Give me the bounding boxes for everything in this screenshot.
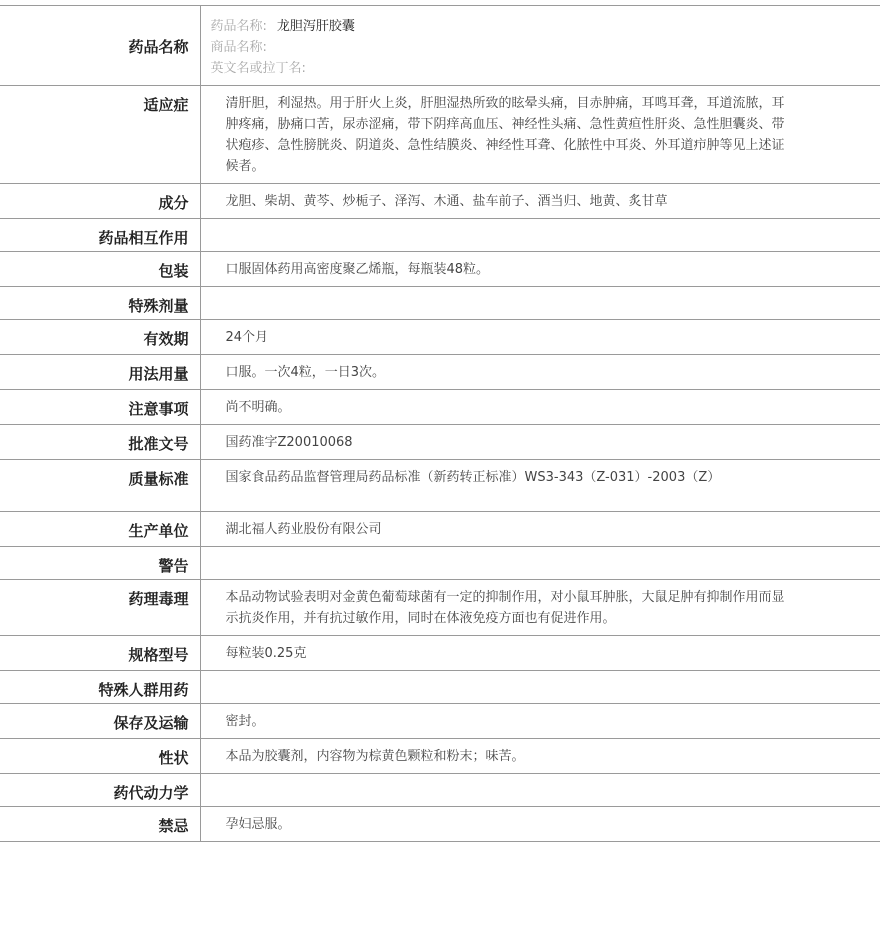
row-label: 生产单位 [0, 512, 200, 547]
row-pharmacokinetics [0, 774, 880, 807]
row-value [200, 219, 880, 252]
row-drug-name [0, 6, 880, 86]
trade-name-line [211, 37, 791, 58]
row-label: 批准文号 [0, 425, 200, 460]
row-value: 本品动物试验表明对金黄色葡萄球菌有一定的抑制作用，对小鼠耳肿胀，大鼠足肿有抑制作用而显示抗炎作用，并有抗过敏作用，同时在体液免疫方面也有促进作用。 [200, 580, 880, 636]
row-label: 特殊人群用药 [0, 671, 200, 704]
row-label: 药品相互作用 [0, 219, 200, 252]
row-specification [0, 636, 880, 671]
row-value: 口服固体药用高密度聚乙烯瓶，每瓶装48粒。 [200, 252, 880, 287]
row-value: 孕妇忌服。 [200, 807, 880, 842]
row-value: 清肝胆，利湿热。用于肝火上炎，肝胆湿热所致的眩晕头痛，目赤肿痛，耳鸣耳聋，耳道流脓，耳肿疼痛，胁痛口苦，尿赤涩痛，带下阴痒高血压、神经性头痛、急性黄疸性肝炎、急性胆囊炎、带状疱疹、急性膀胱炎、阴道炎、急性结膜炎、神经性耳聋、化脓性中耳炎、外耳道疖肿等见上述证候者。 [200, 86, 880, 184]
row-shelf-life [0, 320, 880, 355]
row-label: 警告 [0, 547, 200, 580]
row-label: 包装 [0, 252, 200, 287]
row-value [200, 774, 880, 807]
row-label: 性状 [0, 739, 200, 774]
row-label: 保存及运输 [0, 704, 200, 739]
generic-name-line [211, 16, 791, 37]
row-storage [0, 704, 880, 739]
generic-name-value: 龙胆泻肝胶囊 [276, 19, 355, 34]
row-label: 适应症 [0, 86, 200, 184]
row-indications [0, 86, 880, 184]
english-name-line [211, 58, 791, 79]
row-value: 国药准字Z20010068 [200, 425, 880, 460]
row-label: 规格型号 [0, 636, 200, 671]
row-value: 本品为胶囊剂，内容物为棕黄色颗粒和粉末；味苦。 [200, 739, 880, 774]
drug-name-cell [200, 6, 880, 86]
row-value [200, 671, 880, 704]
row-label: 有效期 [0, 320, 200, 355]
row-value: 每粒装0.25克 [200, 636, 880, 671]
row-label: 禁忌 [0, 807, 200, 842]
row-value: 龙胆、柴胡、黄芩、炒栀子、泽泻、木通、盐车前子、酒当归、地黄、炙甘草 [200, 184, 880, 219]
row-label: 药品名称 [0, 6, 200, 86]
row-value: 湖北福人药业股份有限公司 [200, 512, 880, 547]
row-contraindications [0, 807, 880, 842]
row-label: 注意事项 [0, 390, 200, 425]
english-name-caption: 英文名或拉丁名: [210, 61, 306, 76]
row-manufacturer [0, 512, 880, 547]
row-description [0, 739, 880, 774]
row-special-dosage [0, 287, 880, 320]
drug-info-table [0, 5, 880, 842]
row-value: 尚不明确。 [200, 390, 880, 425]
row-pharmacology [0, 580, 880, 636]
generic-name-caption: 药品名称: [210, 19, 267, 34]
row-interactions [0, 219, 880, 252]
row-warning [0, 547, 880, 580]
row-value: 24个月 [200, 320, 880, 355]
row-approval-number [0, 425, 880, 460]
row-usage [0, 355, 880, 390]
row-label: 药代动力学 [0, 774, 200, 807]
row-label: 成分 [0, 184, 200, 219]
row-value: 密封。 [200, 704, 880, 739]
row-precautions [0, 390, 880, 425]
row-ingredients [0, 184, 880, 219]
row-label: 药理毒理 [0, 580, 200, 636]
row-label: 特殊剂量 [0, 287, 200, 320]
row-label: 质量标准 [0, 460, 200, 512]
row-packaging [0, 252, 880, 287]
trade-name-caption: 商品名称: [210, 40, 267, 55]
row-value [200, 287, 880, 320]
row-quality-standard [0, 460, 880, 512]
row-value: 国家食品药品监督管理局药品标准（新药转正标准）WS3-343（Z-031）-2003（Z） [200, 460, 880, 512]
row-special-populations [0, 671, 880, 704]
row-value [200, 547, 880, 580]
row-label: 用法用量 [0, 355, 200, 390]
row-value: 口服。一次4粒，一日3次。 [200, 355, 880, 390]
